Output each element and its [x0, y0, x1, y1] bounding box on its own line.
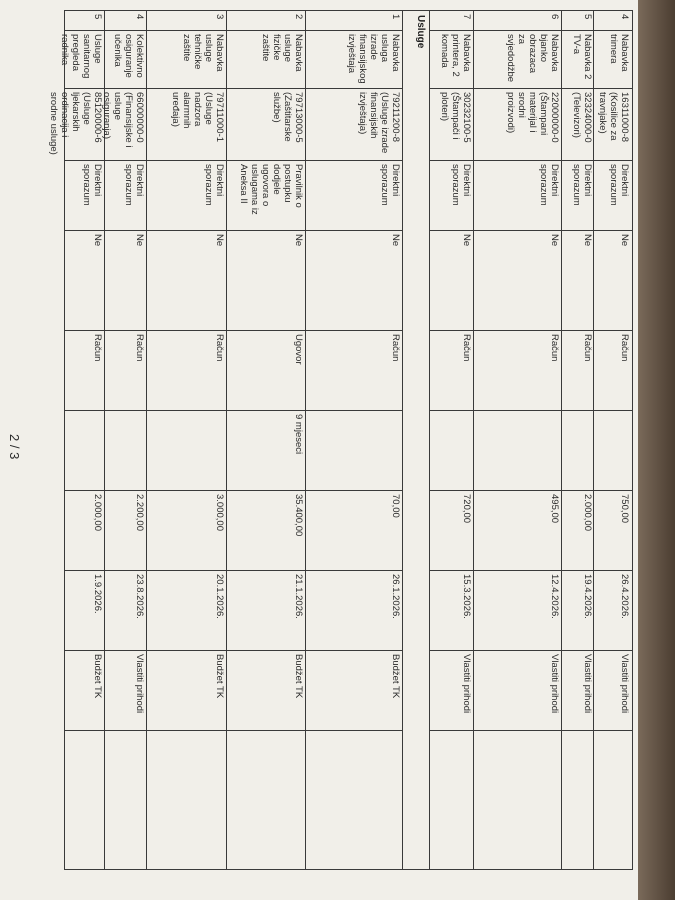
cell-extra — [65, 730, 105, 870]
cell-subject: Nabavka usluga izrade finansijskog izvještaja — [306, 30, 403, 88]
cell-no: 4 — [105, 10, 147, 30]
page-number: 2 / 3 — [7, 434, 22, 460]
cell-subject: Nabavka 2 TV-a — [562, 30, 595, 88]
cell-contract: Račun — [65, 330, 105, 410]
section-row — [402, 10, 430, 870]
table-row — [101, 10, 147, 870]
cell-duration — [147, 410, 227, 490]
cell-value: 3.000,00 — [147, 490, 227, 570]
cell-duration — [430, 410, 474, 490]
cell-extra — [562, 730, 595, 870]
cell-duration — [594, 410, 632, 490]
cell-procedure: Direktni sporazum — [65, 160, 105, 230]
cell-no: 2 — [227, 10, 306, 30]
cell-duration — [65, 410, 105, 490]
cell-duration: 9 mjeseci — [227, 410, 306, 490]
cell-date: 19.4.2026. — [562, 570, 595, 650]
cell-procedure: Pravilnik o postupku dodjele ugovora o uslugama iz Aneksa II — [227, 160, 306, 230]
cell-contract: Račun — [430, 330, 474, 410]
cell-funding: Budžet TK — [227, 650, 306, 730]
section-title: Usluge — [403, 10, 430, 870]
cell-no: 5 — [65, 10, 105, 30]
cell-date: 21.1.2026. — [227, 570, 306, 650]
cell-contract: Račun — [474, 330, 562, 410]
cell-subject: Nabavka usluge fizičke zaštite — [227, 30, 306, 88]
cell-lots: Ne — [474, 230, 562, 330]
cell-date: 1.9.2026. — [65, 570, 105, 650]
cell-procedure: Direktni sporazum — [147, 160, 227, 230]
cell-cpv: 79711000-1 (Usluge nadzora alarmnih uređaja) — [147, 88, 227, 160]
cell-funding: Vlastiti prihodi — [594, 650, 632, 730]
cell-value: 70,00 — [306, 490, 403, 570]
cell-procedure: Direktni sporazum — [594, 160, 632, 230]
cell-procedure: Direktni sporazum — [430, 160, 474, 230]
table-row — [48, 10, 105, 870]
cell-contract: Ugovor — [227, 330, 306, 410]
table-row — [146, 10, 227, 870]
cell-cpv: 85120000-6 (Usluge ljekarskih ordinacija i srodne usluge) — [65, 88, 105, 160]
cell-extra — [430, 730, 474, 870]
cell-value: 2.000,00 — [65, 490, 105, 570]
cell-contract: Račun — [562, 330, 595, 410]
cell-lots: Ne — [105, 230, 147, 330]
cell-lots: Ne — [306, 230, 403, 330]
table-row — [429, 10, 474, 870]
cell-procedure: Direktni sporazum — [562, 160, 595, 230]
cell-subject: Nabavka usluge tehničke zaštite — [147, 30, 227, 88]
cell-date: 26.4.2026. — [594, 570, 632, 650]
cell-procedure: Direktni sporazum — [306, 160, 403, 230]
cell-date: 12.4.2026. — [474, 570, 562, 650]
cell-no: 6 — [474, 10, 562, 30]
cell-subject: Kolektivno osiguranje učenika — [105, 30, 147, 88]
cell-cpv: 16311000-8 (Kosilice za travnjake) — [594, 88, 632, 160]
procurement-plan-table — [48, 10, 633, 870]
cell-duration — [105, 410, 147, 490]
cell-date: 15.3.2026. — [430, 570, 474, 650]
cell-funding: Vlastiti prihodi — [105, 650, 147, 730]
cell-cpv: 30232100-5 (Štampači i ploteri) — [430, 88, 474, 160]
cell-no: 3 — [147, 10, 227, 30]
cell-value: 2.000,00 — [562, 490, 595, 570]
cell-value: 2.200,00 — [105, 490, 147, 570]
cell-funding: Budžet TK — [65, 650, 105, 730]
cell-cpv: 79211200-8 (Usluge izrade finansijskih izvještaja) — [306, 88, 403, 160]
cell-no: 4 — [594, 10, 632, 30]
cell-contract: Račun — [147, 330, 227, 410]
cell-date: 23.8.2026. — [105, 570, 147, 650]
cell-contract: Račun — [105, 330, 147, 410]
cell-subject: Usluge sanitarnog pregleda radnika — [65, 30, 105, 88]
cell-cpv: 32324000-0 (Televizori) — [562, 88, 595, 160]
table-row — [593, 10, 633, 870]
cell-extra — [594, 730, 632, 870]
cell-value: 750,00 — [594, 490, 632, 570]
cell-no: 5 — [562, 10, 595, 30]
cell-lots: Ne — [227, 230, 306, 330]
cell-date: 26.1.2026. — [306, 570, 403, 650]
cell-value: 720,00 — [430, 490, 474, 570]
cell-procedure: Direktni sporazum — [105, 160, 147, 230]
cell-cpv: 66000000-0 (Finansijske i usluge osiguranja) — [105, 88, 147, 160]
table-row — [473, 10, 562, 870]
cell-value: 495,00 — [474, 490, 562, 570]
cell-duration — [306, 410, 403, 490]
cell-subject: Nabavka trimera — [594, 30, 632, 88]
cell-lots: Ne — [562, 230, 595, 330]
table-row — [305, 10, 403, 870]
cell-cpv: 79713000-5 (Zaštitarske službe) — [227, 88, 306, 160]
background-surface — [638, 0, 675, 900]
cell-value: 35.400,00 — [227, 490, 306, 570]
cell-lots: Ne — [594, 230, 632, 330]
cell-lots: Ne — [65, 230, 105, 330]
cell-funding: Budžet TK — [147, 650, 227, 730]
cell-funding: Vlastiti prihodi — [562, 650, 595, 730]
cell-contract: Račun — [594, 330, 632, 410]
cell-funding: Vlastiti prihodi — [430, 650, 474, 730]
cell-funding: Vlastiti prihodi — [474, 650, 562, 730]
cell-no: 1 — [306, 10, 403, 30]
table-row — [561, 10, 595, 870]
cell-lots: Ne — [430, 230, 474, 330]
table-row — [226, 10, 306, 870]
cell-no: 7 — [430, 10, 474, 30]
cell-cpv: 22000000-0 (Štampani materijal i srodni proizvodi) — [474, 88, 562, 160]
cell-procedure: Direktni sporazum — [474, 160, 562, 230]
cell-lots: Ne — [147, 230, 227, 330]
cell-extra — [306, 730, 403, 870]
cell-extra — [474, 730, 562, 870]
cell-extra — [147, 730, 227, 870]
cell-subject: Nabavka bjanko obrazaca za svjedodžbe — [474, 30, 562, 88]
cell-contract: Račun — [306, 330, 403, 410]
cell-extra — [105, 730, 147, 870]
cell-extra — [227, 730, 306, 870]
cell-duration — [562, 410, 595, 490]
cell-subject: Nabavka printera, 2 komada — [430, 30, 474, 88]
cell-duration — [474, 410, 562, 490]
cell-date: 20.1.2026. — [147, 570, 227, 650]
cell-funding: Budžet TK — [306, 650, 403, 730]
